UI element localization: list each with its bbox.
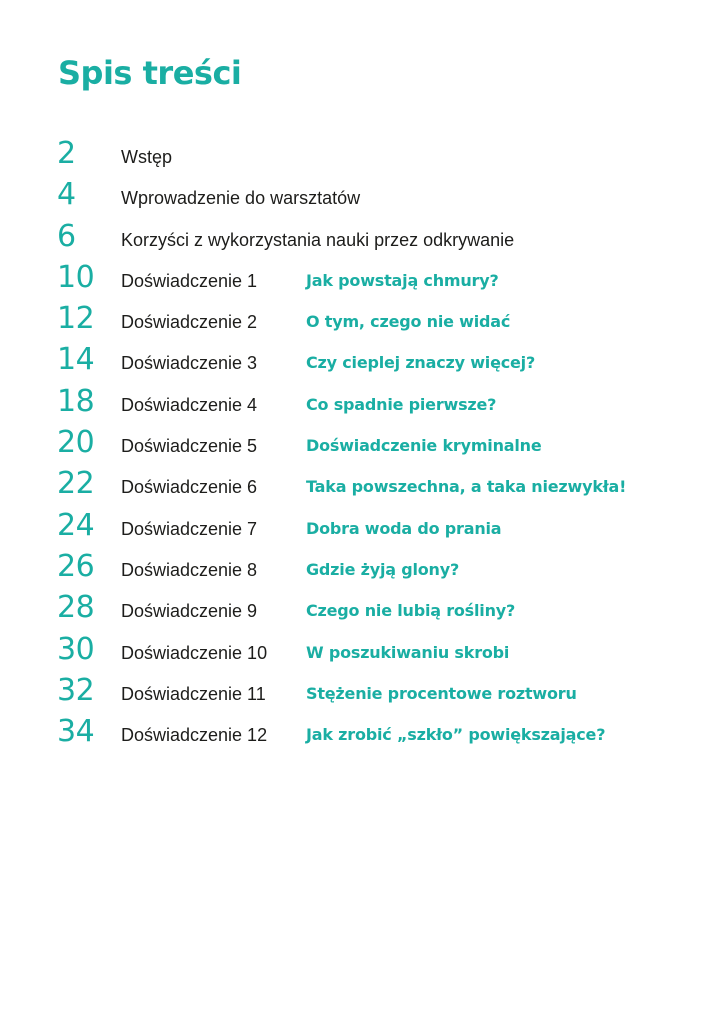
toc-entry-subtitle: Jak zrobić „szkło” powiększające? bbox=[306, 725, 606, 745]
toc-entry bbox=[0, 713, 722, 754]
toc-page-number: 6 bbox=[57, 218, 76, 254]
toc-entry bbox=[0, 507, 722, 548]
toc-entry-subtitle: Doświadczenie kryminalne bbox=[306, 436, 542, 456]
page-title: Spis treści bbox=[58, 54, 242, 92]
toc-page-number: 20 bbox=[57, 425, 95, 461]
toc-entry-label: Doświadczenie 5 bbox=[121, 436, 258, 457]
toc-entry-label: Doświadczenie 9 bbox=[121, 601, 258, 622]
toc-entry-label: Doświadczenie 10 bbox=[121, 642, 268, 663]
toc-entry-label: Doświadczenie 2 bbox=[121, 312, 258, 333]
toc-entry bbox=[0, 631, 722, 672]
toc-entry-label: Doświadczenie 12 bbox=[121, 725, 268, 746]
table-of-contents bbox=[0, 135, 722, 754]
toc-entry-label: Doświadczenie 11 bbox=[121, 683, 266, 704]
toc-page-number: 26 bbox=[57, 548, 95, 584]
toc-entry bbox=[0, 672, 722, 713]
toc-entry bbox=[0, 218, 722, 259]
toc-entry-label: Wprowadzenie do warsztatów bbox=[121, 188, 361, 209]
toc-entry-subtitle: Stężenie procentowe roztworu bbox=[306, 683, 577, 703]
toc-entry-label: Doświadczenie 7 bbox=[121, 518, 258, 539]
toc-entry-label: Doświadczenie 4 bbox=[121, 394, 258, 415]
toc-entry-subtitle: Co spadnie pierwsze? bbox=[306, 394, 497, 414]
toc-page-number: 14 bbox=[57, 342, 95, 378]
toc-entry-subtitle: Czy cieplej znaczy więcej? bbox=[306, 353, 536, 373]
toc-entry bbox=[0, 424, 722, 465]
toc-entry-subtitle: Taka powszechna, a taka niezwykła! bbox=[306, 477, 627, 497]
toc-entry-subtitle: W poszukiwaniu skrobi bbox=[306, 642, 510, 662]
toc-page-number: 10 bbox=[57, 259, 95, 295]
toc-entry-subtitle: Gdzie żyją glony? bbox=[306, 559, 460, 579]
toc-page-number: 28 bbox=[57, 590, 95, 626]
toc-entry-label: Doświadczenie 3 bbox=[121, 353, 258, 374]
toc-entry bbox=[0, 135, 722, 176]
toc-page-number: 24 bbox=[57, 507, 95, 543]
toc-entry-label: Doświadczenie 6 bbox=[121, 477, 258, 498]
toc-entry-subtitle: O tym, czego nie widać bbox=[306, 312, 511, 332]
toc-page-number: 2 bbox=[57, 136, 76, 171]
toc-page-number: 4 bbox=[57, 177, 76, 213]
toc-entry bbox=[0, 341, 722, 382]
toc-entry-subtitle: Jak powstają chmury? bbox=[306, 270, 499, 290]
toc-entry bbox=[0, 383, 722, 424]
toc-entry-label: Doświadczenie 1 bbox=[121, 270, 258, 291]
toc-entry-subtitle: Dobra woda do prania bbox=[306, 518, 502, 538]
toc-entry-label: Doświadczenie 8 bbox=[121, 559, 258, 580]
toc-page-number: 18 bbox=[57, 383, 95, 419]
toc-entry-label: Korzyści z wykorzystania nauki przez odkrywanie bbox=[121, 229, 515, 250]
toc-page-number: 22 bbox=[57, 466, 95, 502]
toc-page-number: 30 bbox=[57, 631, 95, 667]
toc-entry-label: Wstęp bbox=[121, 147, 173, 167]
toc-entry bbox=[0, 176, 722, 217]
toc-entry bbox=[0, 548, 722, 589]
toc-page-number: 34 bbox=[57, 714, 95, 750]
toc-entry bbox=[0, 589, 722, 630]
toc-entry-subtitle: Czego nie lubią rośliny? bbox=[306, 601, 516, 621]
toc-entry bbox=[0, 259, 722, 300]
toc-entry bbox=[0, 465, 722, 506]
toc-page-number: 32 bbox=[57, 672, 95, 708]
toc-entry bbox=[0, 300, 722, 341]
toc-page-number: 12 bbox=[57, 301, 95, 337]
